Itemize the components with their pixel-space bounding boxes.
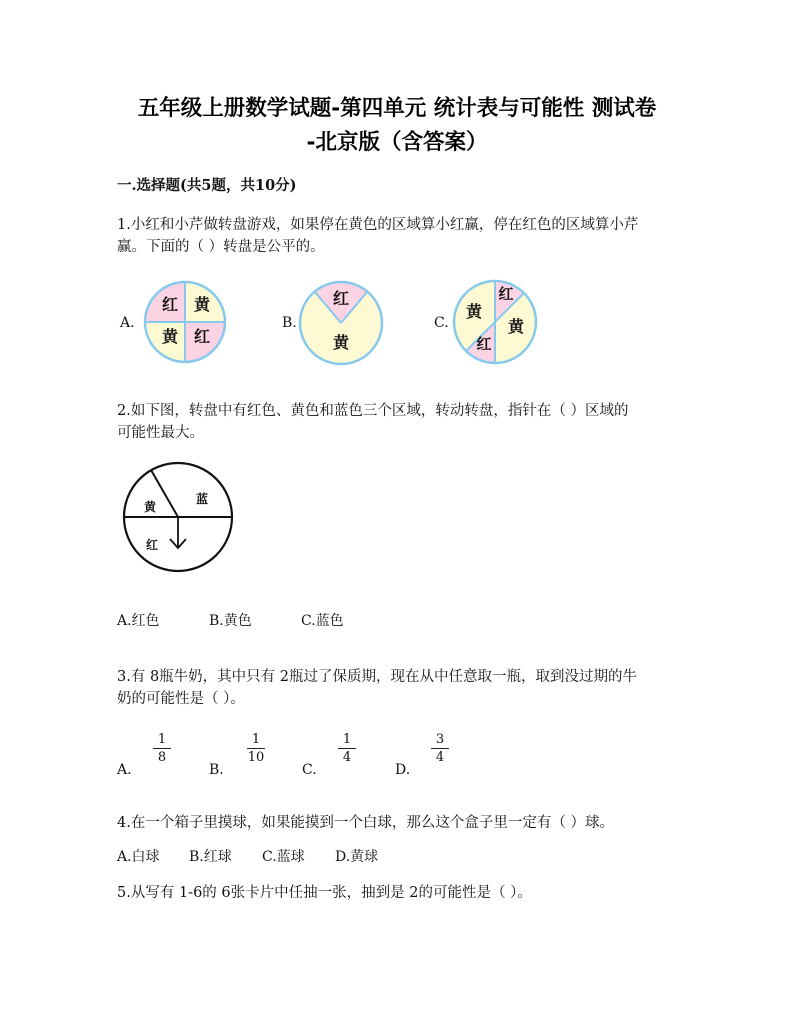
q3-text-line2: 奶的可能性是（ ）。	[117, 691, 245, 707]
q2-text-line2: 可能性最大。	[117, 425, 204, 441]
fraction-bar	[431, 748, 449, 749]
spinner-q2-label-yellow: 黄	[143, 500, 157, 514]
q3-option-b[interactable]: B.	[209, 762, 224, 778]
spinner-a	[143, 280, 227, 364]
spinner-a-label-2: 黄	[193, 295, 211, 314]
q5-text-line1: 5.从写有 1-6的 6张卡片中任抽一张，抽到是 2的可能性是（ ）。	[117, 885, 532, 901]
q3-option-d[interactable]: D.	[395, 762, 411, 778]
q1-text-line2: 赢。下面的（ ）转盘是公平的。	[117, 239, 325, 255]
q2-option-b[interactable]: B.黄色	[209, 613, 252, 629]
q3-fraction-a	[150, 732, 174, 765]
q3-fraction-b	[244, 732, 268, 765]
q4-option-c[interactable]: C.蓝球	[262, 849, 305, 865]
q2-option-c[interactable]: C.蓝色	[301, 613, 344, 629]
spinner-a-label-4: 红	[193, 327, 211, 346]
q3-option-c[interactable]: C.	[302, 762, 317, 778]
spinner-a-label-3: 黄	[161, 327, 179, 346]
section-heading: 一.选择题(共5题，共10分)	[117, 177, 297, 194]
spinner-c-label-4: 红	[476, 335, 492, 353]
spinner-a-label-1: 红	[161, 295, 179, 314]
spinner-c-label-1: 黄	[465, 302, 483, 321]
fraction-bar	[247, 748, 265, 749]
q4-option-d[interactable]: D.黄球	[335, 849, 379, 865]
spinner-c-label-2: 红	[498, 285, 514, 303]
q1-option-a[interactable]: A.	[120, 315, 135, 331]
q4-option-a[interactable]: A.白球	[117, 849, 160, 865]
spinner-c-label-3: 黄	[507, 317, 525, 336]
q4-option-b[interactable]: B.红球	[189, 849, 232, 865]
page-title-line2: -北京版（含答案）	[306, 130, 488, 155]
q3-fraction-b-numerator: 1	[251, 732, 261, 747]
q3-fraction-d-denominator: 4	[435, 750, 445, 765]
spinner-q2	[122, 461, 234, 573]
fraction-bar	[153, 748, 171, 749]
spinner-b-label-1: 红	[332, 289, 350, 308]
q3-fraction-b-denominator: 10	[247, 750, 265, 765]
q3-fraction-c-denominator: 4	[342, 750, 352, 765]
spinner-q2-label-blue: 蓝	[195, 492, 209, 506]
spinner-q2-label-red: 红	[145, 538, 159, 552]
q3-fraction-c	[335, 732, 359, 765]
q2-text-line1: 2.如下图，转盘中有红色、黄色和蓝色三个区域，转动转盘，指针在（ ）区域的	[117, 403, 629, 419]
q3-fraction-d	[428, 732, 452, 765]
q3-text-line1: 3.有 8瓶牛奶，其中只有 2瓶过了保质期，现在从中任意取一瓶，取到没过期的牛	[117, 669, 638, 685]
spinner-b	[298, 280, 384, 366]
q3-fraction-a-numerator: 1	[157, 732, 167, 747]
q2-option-a[interactable]: A.红色	[117, 613, 160, 629]
q1-option-c[interactable]: C.	[434, 315, 449, 331]
spinner-c	[452, 279, 538, 365]
q1-text-line1: 1.小红和小芹做转盘游戏，如果停在黄色的区域算小红赢，停在红色的区域算小芹	[117, 217, 639, 233]
fraction-bar	[338, 748, 356, 749]
spinner-b-label-2: 黄	[332, 333, 350, 352]
q3-fraction-c-numerator: 1	[342, 732, 352, 747]
q3-option-a[interactable]: A.	[117, 762, 132, 778]
q4-text-line1: 4.在一个箱子里摸球，如果能摸到一个白球，那么这个盒子里一定有（ ）球。	[117, 815, 614, 831]
q1-option-b[interactable]: B.	[282, 315, 297, 331]
page-title-line1: 五年级上册数学试题-第四单元 统计表与可能性 测试卷	[137, 96, 657, 121]
q3-fraction-d-numerator: 3	[435, 732, 445, 747]
q3-fraction-a-denominator: 8	[157, 750, 167, 765]
